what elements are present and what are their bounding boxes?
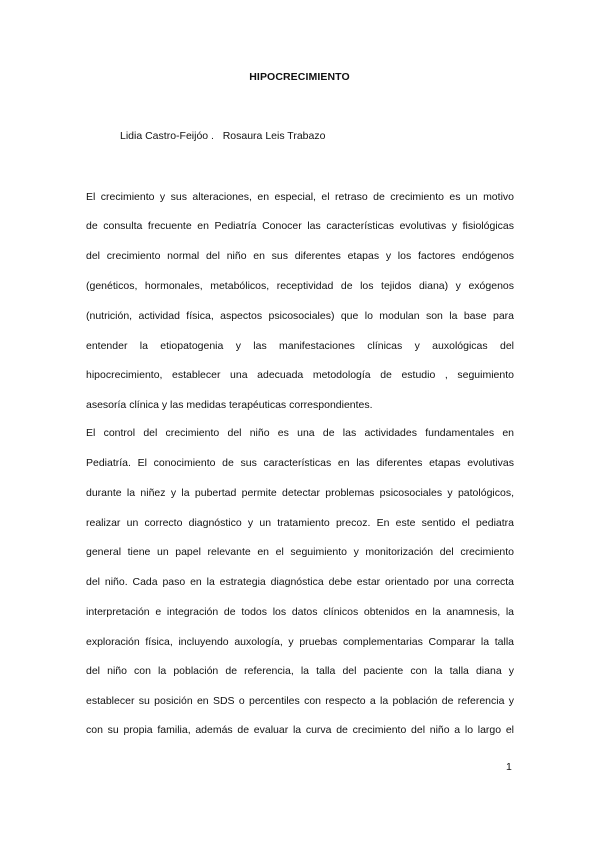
text-line: del crecimiento normal del niño en sus diferentes etapas y los factores endógenos: [86, 250, 514, 262]
text-line: interpretación e integración de todos los datos clínicos obtenidos en la anamnesis, la: [86, 606, 514, 618]
text-line: El control del crecimiento del niño es una de las actividades fundamentales en: [86, 427, 514, 439]
text-line: (genéticos, hormonales, metabólicos, receptividad de los tejidos diana) y exógenos: [86, 280, 514, 292]
text-line: (nutrición, actividad física, aspectos psicosociales) que lo modulan son la base para: [86, 310, 514, 322]
text-line: hipocrecimiento, establecer una adecuada metodología de estudio , seguimiento: [86, 369, 514, 381]
page-number: 1: [506, 761, 512, 773]
text-line: del niño. Cada paso en la estrategia diagnóstica debe estar orientado por una correcta: [86, 576, 514, 588]
document-authors: Lidia Castro-Feijóo . Rosaura Leis Trabazo: [120, 130, 326, 142]
text-line: de consulta frecuente en Pediatría Conocer las características evolutivas y fisiológicas: [86, 220, 514, 232]
text-line: durante la niñez y la pubertad permite detectar problemas psicosociales y patológicos,: [86, 487, 514, 499]
text-line: con su propia familia, además de evaluar la curva de crecimiento del niño a lo largo el: [86, 724, 514, 736]
text-line: entender la etiopatogenia y las manifestaciones clínicas y auxológicas del: [86, 340, 514, 352]
text-line: asesoría clínica y las medidas terapéuticas correspondientes.: [86, 399, 373, 411]
text-line: del niño con la población de referencia, la talla del paciente con la talla diana y: [86, 665, 514, 677]
text-line: Pediatría. El conocimiento de sus características en las diferentes etapas evolutivas: [86, 457, 514, 469]
text-line: exploración física, incluyendo auxología, y pruebas complementarias Comparar la talla: [86, 636, 514, 648]
text-line: El crecimiento y sus alteraciones, en especial, el retraso de crecimiento es un motivo: [86, 191, 514, 203]
document-title: HIPOCRECIMIENTO: [249, 71, 350, 83]
text-line: realizar un correcto diagnóstico y un tratamiento precoz. En este sentido el pediatra: [86, 517, 514, 529]
text-line: establecer su posición en SDS o percentiles con respecto a la población de referencia y: [86, 695, 514, 707]
text-line: general tiene un papel relevante en el seguimiento y monitorización del crecimiento: [86, 546, 514, 558]
